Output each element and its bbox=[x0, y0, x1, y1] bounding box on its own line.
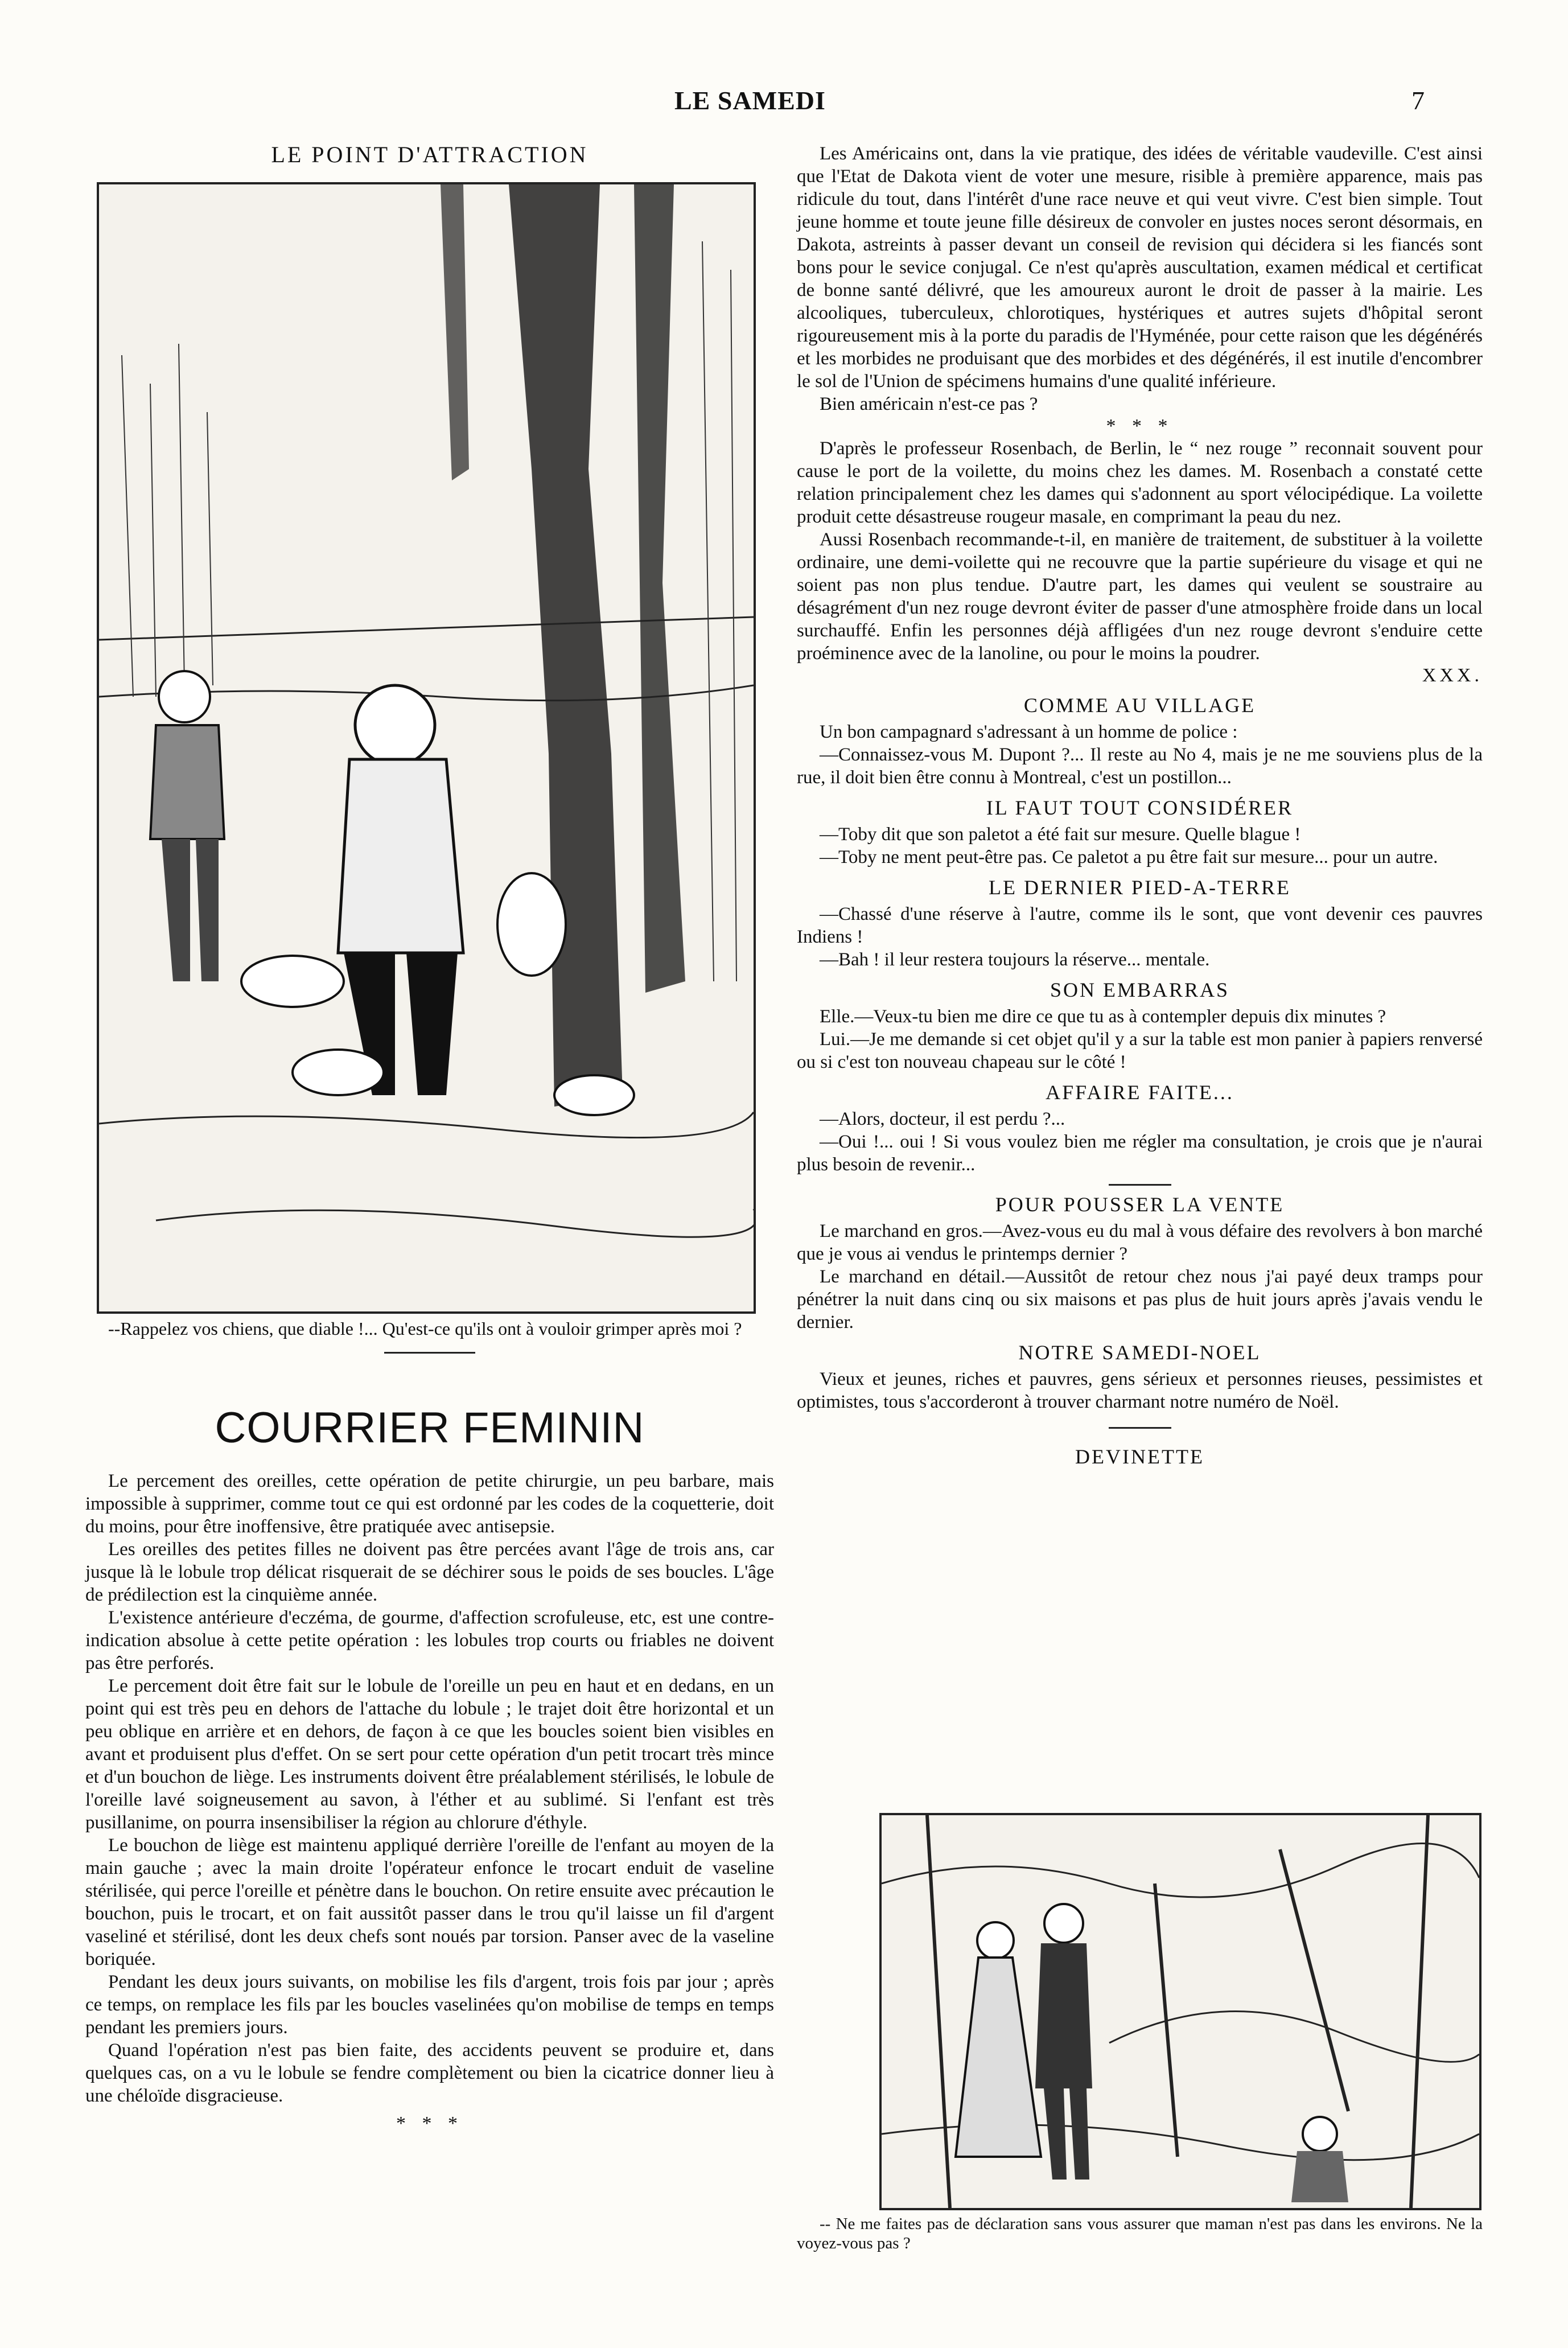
divider bbox=[1109, 1427, 1171, 1429]
embarras-text: Elle.—Veux-tu bien me dire ce que tu as à contempler depuis dix minutes ? bbox=[820, 1006, 1386, 1027]
considerer-text: —Toby dit que son paletot a été fait sur mesure. Quelle blague ! bbox=[820, 824, 1301, 845]
hunter-with-dogs-illustration bbox=[97, 182, 756, 1314]
courrier-paragraph: Le percement doit être fait sur le lobule de l'oreille un peu en haut et en dedans, en un point qui est très peu en dehors de l'attache du lobule ; le trajet doit être horizontal et un peu oblique en arrière et en dehors, de façon à ce que les boucles soient bien visibles en avant et produisent plus d'effet. On se sert pour cette opération d'un petit trocart très mince et d'un bouchon de liège. Les instruments doivent être préalablement stérilisés, le lobule de l'oreille lavé soigneusement au savon, à l'éther et au sublimé. Si l'enfant est très pusillanime, on pourra insensibiliser la région au chlorure d'éthyle. bbox=[85, 1676, 774, 1833]
village-text: Un bon campagnard s'adressant à un homme de police : bbox=[820, 722, 1238, 742]
considerer-text: —Toby ne ment peut-être pas. Ce paletot a pu être fait sur mesure... pour un autre. bbox=[820, 847, 1438, 867]
pied-text: —Bah ! il leur restera toujours la réserve... mentale. bbox=[820, 949, 1210, 970]
americains-paragraph: Les Américains ont, dans la vie pratique, des idées de véritable vaudeville. C'est ainsi que l'Etat de Dakota vient de voter une mesure, risible à première apparence, mais pas ridicule du tout, dans l'intérêt d'une race neuve et qui veut vivre. C'est bien simple. Tout jeune homme et toute jeune fille désireux de convoler en justes noces seront désormais, en Dakota, astreints à passer devant un conseil de revision qui décidera si les fiancés sont bons pour le sevice conjugal. Ce n'est qu'après auscultation, examen médical et certificat de bonne santé délivré, que les amoureux auront le droit de passer à la mairie. Les alcooliques, tuberculeux, chlorotiques, hystériques et autres sujets d'hôpital seront rigoureusement mis à la porte du paradis de l'Hyménée, pour cette raison que les dégénérés et les morbides ne produisant que des morbides et des dégénérés, il est inutile d'encombrer le sol de l'Union de spécimens humains d'une qualité inférieure. bbox=[797, 143, 1483, 392]
courrier-paragraph: L'existence antérieure d'eczéma, de gourme, d'affection scrofuleuse, etc, est une contre-indication absolue à cette petite opération : les lobules trop courts ou friables ne doivent pas être perforés. bbox=[85, 1607, 774, 1673]
illustration-caption: --Rappelez vos chiens, que diable !... Qu'est-ce qu'ils ont à vouloir grimper après moi ? bbox=[108, 1318, 742, 1339]
page-number: 7 bbox=[1411, 86, 1425, 115]
section-title: SON EMBARRAS bbox=[1050, 978, 1230, 1001]
courrier-feminin-article bbox=[85, 1403, 774, 2135]
section-stars: * * * bbox=[396, 2113, 463, 2134]
village-text: —Connaissez-vous M. Dupont ?... Il reste au No 4, mais je ne me souviens plus de la rue, il doit bien être connu à Montreal, c'est un postillon... bbox=[797, 745, 1483, 788]
section-title: COMME AU VILLAGE bbox=[1023, 694, 1256, 717]
left-column bbox=[85, 141, 774, 168]
section-title: NOTRE SAMEDI-NOEL bbox=[1018, 1341, 1261, 1364]
nez-rouge-paragraph: Aussi Rosenbach recommande-t-il, en manière de traitement, de substituer à la voilette ordinaire, une demi-voilette qui ne recouvre que la partie supérieure du visage et qui ne soient pas non plus tendue. D'autre part, les dames qui veulent se soustraire au désagrément d'un nez rouge devront éviter de passer d'une atmosphère froide dans un local surchauffé. Enfin les personnes déjà affligées d'un nez rouge devront s'enduire cette proéminence avec de la lanoline, ou pour le moins la poudrer. bbox=[797, 529, 1483, 664]
devinette-caption-block bbox=[797, 2214, 1483, 2253]
courrier-paragraph: Quand l'opération n'est pas bien faite, des accidents peuvent se produire et, dans quelques cas, on a vu le lobule se fendre complètement ou bien la cicatrice donner lieu à une chéloïde disgracieuse. bbox=[85, 2040, 774, 2106]
illustration-title: LE POINT D'ATTRACTION bbox=[271, 142, 588, 167]
divider bbox=[384, 1352, 475, 1354]
affaire-text: —Oui !... oui ! Si vous voulez bien me régler ma consultation, je crois que je n'aurai plus besoin de revenir... bbox=[797, 1132, 1483, 1175]
courrier-paragraph: Le bouchon de liège est maintenu appliqué derrière l'oreille de l'enfant au moyen de la main gauche ; avec la main droite l'opérateur enfonce le trocart enduit de vaseline stérilisée, qui perce l'oreille et pénètre dans le bouchon. On retire ensuite avec précaution le bouchon, puis le trocart, et on fait aussitôt passer dans le trou qu'il laisse un fil d'argent vaseliné et stérilisé, dont les deux chefs sont noués par torsion. Panser avec de la vaseline boriquée. bbox=[85, 1835, 774, 1969]
divider bbox=[1109, 1184, 1171, 1186]
vente-text: Le marchand en gros.—Avez-vous eu du mal à vous défaire des revolvers à bon marché que je vous ai vendus le printemps dernier ? bbox=[797, 1221, 1483, 1264]
section-title: POUR POUSSER LA VENTE bbox=[995, 1193, 1285, 1216]
devinette-title: DEVINETTE bbox=[1075, 1445, 1204, 1468]
vente-text: Le marchand en détail.—Aussitôt de retour chez nous j'ai payé deux tramps pour pénétrer la nuit dans cinq ou six maisons et pas plus de huit jours après j'avais vendu le dernier. bbox=[797, 1266, 1483, 1333]
courrier-title: COURRIER FEMININ bbox=[215, 1404, 645, 1452]
courrier-paragraph: Les oreilles des petites filles ne doivent pas être percées avant l'âge de trois ans, car jusque là le lobule trop délicat risquerait de se déchirer sous le poids de ses boucles. L'âge de prédilection est la cinquième année. bbox=[85, 1539, 774, 1605]
embarras-text: Lui.—Je me demande si cet objet qu'il y a sur la table est mon panier à papiers renversé ou si c'est ton nouveau chapeau sur le côté ! bbox=[797, 1029, 1483, 1072]
journal-title: LE SAMEDI bbox=[674, 86, 826, 115]
right-column bbox=[797, 142, 1483, 1472]
pied-text: —Chassé d'une réserve à l'autre, comme ils le sont, que vont devenir ces pauvres Indiens ! bbox=[797, 904, 1483, 947]
devinette-caption: -- Ne me faites pas de déclaration sans vous assurer que maman n'est pas dans les environs. Ne la voyez-vous pas ? bbox=[797, 2215, 1483, 2252]
noel-text: Vieux et jeunes, riches et pauvres, gens sérieux et personnes rieuses, pessimistes et optimistes, tous s'accorderont à trouver charmant notre numéro de Noël. bbox=[797, 1369, 1483, 1412]
left-caption-block bbox=[85, 1318, 774, 1354]
section-title: AFFAIRE FAITE... bbox=[1046, 1081, 1234, 1104]
section-title: LE DERNIER PIED-A-TERRE bbox=[989, 876, 1291, 899]
americains-paragraph: Bien américain n'est-ce pas ? bbox=[820, 394, 1038, 414]
courrier-paragraph: Pendant les deux jours suivants, on mobilise les fils d'argent, trois fois par jour ; après ce temps, on remplace les fils par les boucles vaselinées qu'on mobilise de temps en temps pendant les premiers jours. bbox=[85, 1972, 774, 2038]
section-title: IL FAUT TOUT CONSIDÉRER bbox=[986, 796, 1294, 819]
section-stars: * * * bbox=[1106, 416, 1174, 437]
affaire-text: —Alors, docteur, il est perdu ?... bbox=[820, 1109, 1065, 1129]
couple-scene-svg bbox=[882, 1815, 1479, 2208]
signature: XXX. bbox=[1422, 665, 1483, 686]
hunting-scene-svg bbox=[99, 184, 754, 1311]
nez-rouge-paragraph: D'après le professeur Rosenbach, de Berlin, le “ nez rouge ” reconnait souvent pour cause le port de la voilette, du moins chez les dames. M. Rosenbach a constaté cette relation principalement chez les dames qui s'adonnent au sport vélocipédique. La voilette produit cette désastreuse rougeur masale, en comprimant la peau du nez. bbox=[797, 438, 1483, 527]
devinette-illustration bbox=[879, 1813, 1481, 2210]
courrier-paragraph: Le percement des oreilles, cette opération de petite chirurgie, un peu barbare, mais impossible à supprimer, comme tout ce qui est ordonné par les codes de la coquetterie, doit du moins, pour être inoffensive, être pratiquée avec antisepsie. bbox=[85, 1471, 774, 1537]
